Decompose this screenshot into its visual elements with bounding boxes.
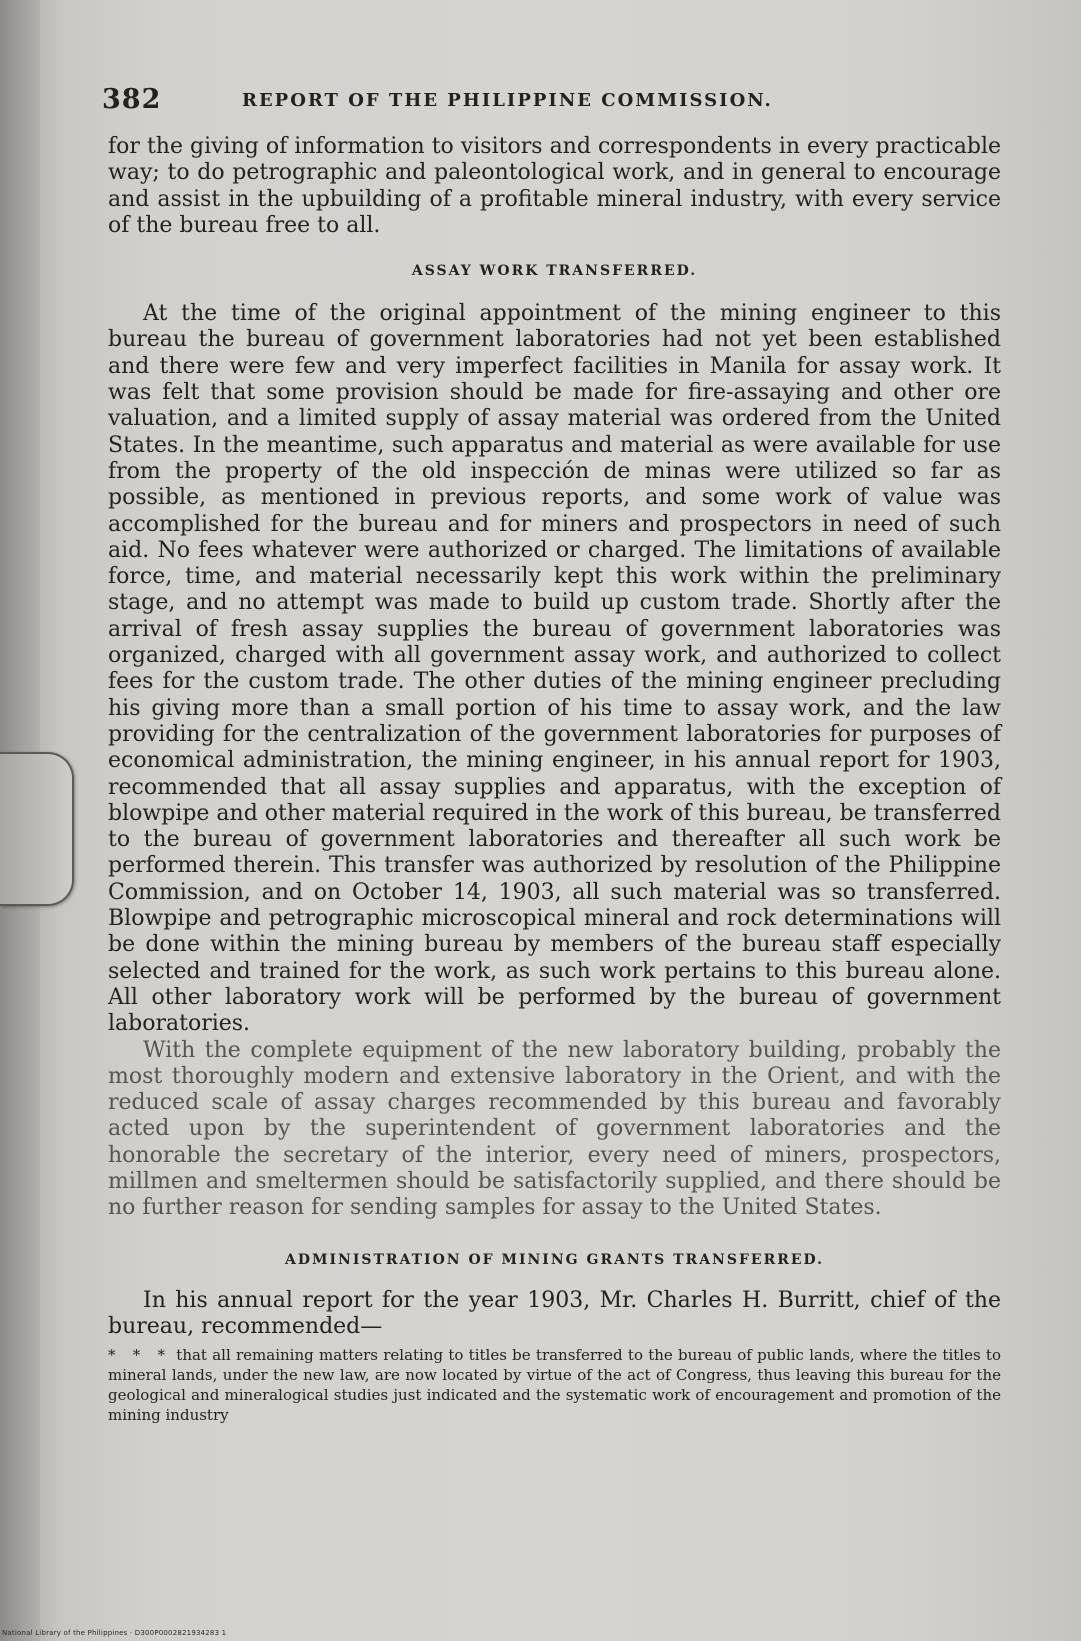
assay-paragraph-1: At the time of the original appointment of the mining engineer to this bureau the bureau of government laboratories had not yet been established and there were few and very imperfect facilities in Manila for assay work. It was felt that some provision should be made for fire-assaying and other ore valuation, and a limited supply of assay material was ordered from the United States. In the meantime, such apparatus and material as were available for use from the property of the old inspección de minas were utilized so far as possible, as mentioned in previous reports, and some work of value was accomplished for the bureau and for miners and prospectors in need of such aid. No fees whatever were authorized or charged. The limitations of available force, time, and material necessarily kept this work within the preliminary stage, and no attempt was made to build up custom trade. Shortly after the arrival of fresh assay supplies the bureau of government laboratories was organized, charged with all government assay work, and authorized to collect fees for the custom trade. The other duties of the mining engineer precluding his giving more than a small portion of his time to assay work, and the law providing for the centralization of the government laboratories for purposes of economical administration, the mining engineer, in his annual report for 1903, recommended that all assay supplies and apparatus, with the exception of blowpipe and other material required in the work of this bureau, be transferred to the bureau of government laboratories and thereafter all such work be performed therein. This transfer was authorized by resolution of the Philippine Commission, and on October 14, 1903, all such material was so transferred. Blowpipe and petrographic microscopical mineral and rock determinations will be done within the mining bureau by members of the bureau staff especially selected and trained for the work, as such work pertains to this bureau alone. All other laboratory work will be performed by the bureau of government laboratories. — [108, 301, 1001, 1037]
quote-ellipsis-stars: * * * — [108, 1346, 172, 1365]
block-quote — [108, 1345, 1001, 1425]
section-heading-assay: ASSAY WORK TRANSFERRED. — [411, 263, 698, 280]
quote-text: that all remaining matters relating to titles be transferred to the bureau of public lands, where the titles to mineral lands, under the new law, are now located by virtue of the act of Congress, thus leaving this bureau for the geological and mineralogical studies just indicated and the systematic work of encouragement and promotion of the mining industry — [108, 1346, 1001, 1425]
tab-mark — [22, 794, 46, 864]
paper-tab — [0, 752, 74, 906]
grants-paragraph-1: In his annual report for the year 1903, Mr. Charles H. Burritt, chief of the bureau, recommended— — [108, 1287, 1001, 1339]
intro-paragraph: for the giving of information to visitors and correspondents in every practicable way; to do petrographic and paleontological work, and in general to encourage and assist in the upbuilding of a profitable mineral industry, with every service of the bureau free to all. — [108, 134, 1001, 238]
page-header — [102, 84, 1002, 118]
page-number: 382 — [102, 84, 162, 115]
assay-paragraph-2: With the complete equipment of the new laboratory building, probably the most thoroughly modern and extensive laboratory in the Orient, and with the reduced scale of assay charges recommended by this bureau and favorably acted upon by the superintendent of government laboratories and the honorable the secretary of the interior, every need of miners, prospectors, millmen and smeltermen should be satisfactorily supplied, and there should be no further reason for sending samples for assay to the United States. — [108, 1037, 1001, 1221]
section-heading-mining-grants: ADMINISTRATION OF MINING GRANTS TRANSFERRED. — [284, 1251, 825, 1268]
running-head: REPORT OF THE PHILIPPINE COMMISSION. — [242, 90, 773, 111]
page-body — [108, 134, 1001, 1425]
scan-credit: National Library of the Philippines · D300P0002821934283 1 — [2, 1629, 227, 1637]
